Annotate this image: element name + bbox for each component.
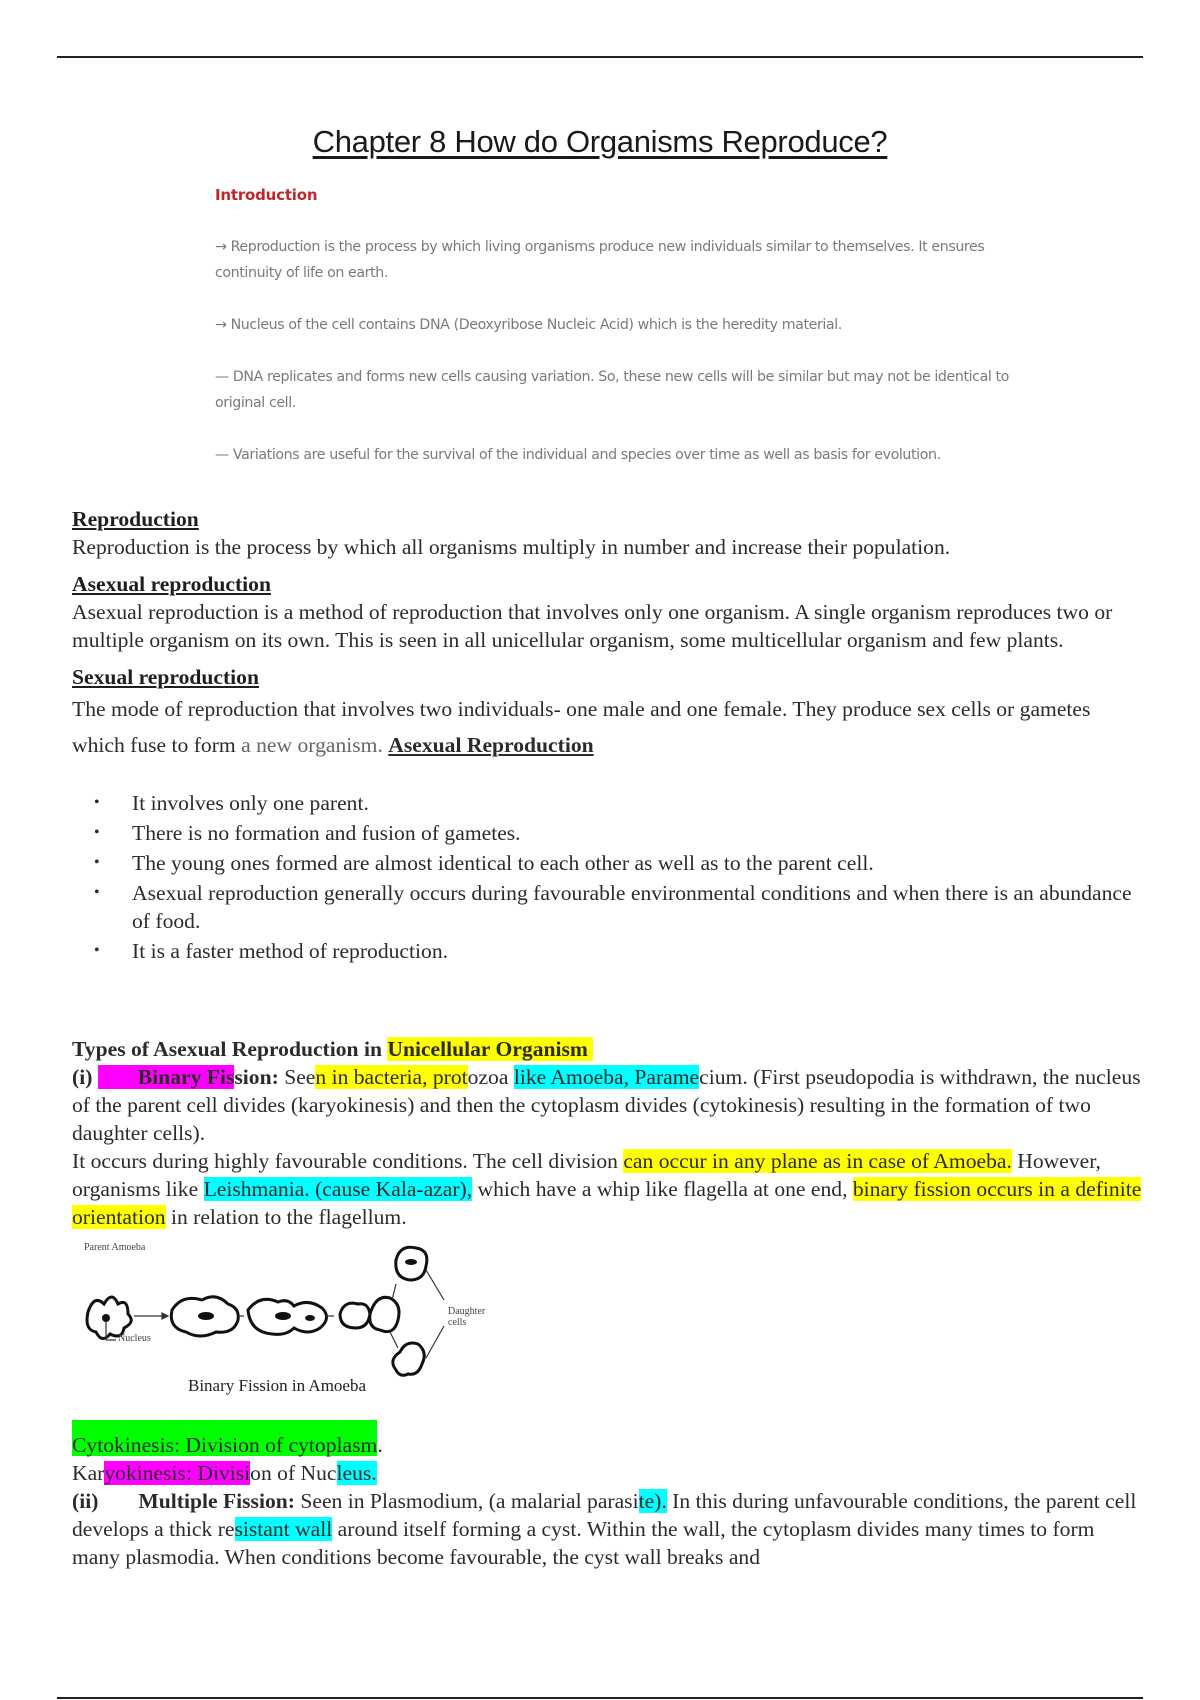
multiple-fission-label: Multiple Fission: [138, 1489, 295, 1513]
sexual-body-tail: a new organism. [235, 733, 383, 757]
binary-fission-paragraph [72, 1063, 1142, 1147]
text-span: in relation to the flagellum. [165, 1205, 407, 1229]
highlight-span: yokinesis: Divisi [104, 1461, 251, 1485]
types-heading-text: Types of Asexual Reproduction in [72, 1037, 388, 1061]
text-span: cium. (First pseudopodia is withdrawn, the nucleus of the parent cell divides (karyokinesis) and then the cytoplasm divides (cytokinesis) resulting in the formation of two daughter cells). [72, 1065, 1141, 1145]
types-heading [72, 1035, 1142, 1063]
binary-fission-number: (i) [72, 1065, 93, 1089]
multiple-fission-paragraph [72, 1487, 1142, 1571]
text-span: Seen in Plasmodium, (a malarial parasi [294, 1489, 639, 1513]
bottom-rule [57, 1697, 1143, 1699]
highlight-span: leus. [336, 1461, 377, 1485]
text-span: ozoa [467, 1065, 514, 1089]
intro-point: → Reproduction is the process by which living organisms produce new individuals similar to themselves. It ensures continuity of life on earth. [215, 239, 985, 281]
text-span: . [377, 1433, 383, 1457]
reproduction-section [72, 505, 1132, 561]
sexual-section [72, 663, 1132, 763]
highlight-span: te). [638, 1489, 667, 1513]
text-span: which have a whip like flagella at one end, [472, 1177, 853, 1201]
list-item: • Asexual reproduction generally occurs during favourable environmental conditions and when there is an abundance of food. [72, 879, 1132, 935]
list-item: • There is no formation and fusion of gametes. [72, 819, 1132, 847]
intro-point: — DNA replicates and forms new cells causing variation. So, these new cells will be similar but may not be identical to original cell. [215, 369, 1009, 411]
reproduction-heading: Reproduction [72, 507, 199, 531]
text-span: In this during unfavourable conditions, the parent cell develops a thick re [72, 1489, 1137, 1541]
intro-point: → Nucleus of the cell contains DNA (Deoxyribose Nucleic Acid) which is the heredity material. [215, 317, 842, 333]
asexual-points-list [72, 789, 1132, 965]
asexual-heading: Asexual reproduction [72, 572, 271, 596]
cytokinesis-definition [72, 1420, 1142, 1459]
reproduction-body: Reproduction is the process by which all organisms multiply in number and increase their population. [72, 535, 951, 559]
text-span: See [278, 1065, 316, 1089]
types-section [72, 1035, 1142, 1231]
fission-definitions [72, 1420, 1142, 1571]
text-span: However, organisms like [72, 1149, 1101, 1201]
daughter-cells-label: Daughter cells [448, 1306, 486, 1328]
intro-point: — Variations are useful for the survival of the individual and species over time as well as basis for evolution. [215, 447, 941, 463]
text-span: on of Nuc [250, 1461, 337, 1485]
highlight-span: like Amoeba, Parame [513, 1065, 700, 1089]
list-item: • It is a faster method of reproduction. [72, 937, 1132, 965]
binary-fission-paragraph-2 [72, 1147, 1142, 1231]
highlight-span: binary fission occurs in a definite orientation [72, 1177, 1142, 1229]
list-item: • The young ones formed are almost identical to each other as well as to the parent cell. [72, 849, 1132, 877]
highlight-span: Leishmania. (cause Kala-azar), [203, 1177, 473, 1201]
binary-fission-label: Binary Fis [137, 1065, 235, 1089]
types-heading-highlight: Unicellular Organism [387, 1037, 588, 1061]
page-title: Chapter 8 How do Organisms Reproduce? [312, 124, 888, 159]
cytokinesis-text: Cytokinesis: Division of cytoplasm [72, 1420, 377, 1456]
asexual-reproduction-inline-heading: Asexual Reproduction [388, 733, 594, 757]
top-rule [57, 56, 1143, 58]
highlight-span: sistant wall [234, 1517, 333, 1541]
list-item: • It involves only one parent. [72, 789, 1132, 817]
sexual-body [72, 691, 1132, 763]
sexual-heading: Sexual reproduction [72, 665, 259, 689]
introduction-heading: Introduction [215, 186, 318, 204]
introduction-block [215, 186, 1035, 494]
text-span: It occurs during highly favourable conditions. The cell division [72, 1149, 624, 1173]
binary-fission-figure [78, 1240, 518, 1400]
multiple-fission-number: (ii) [72, 1489, 99, 1513]
karyokinesis-definition [72, 1459, 1142, 1487]
asexual-section [72, 570, 1132, 654]
text-span: around itself forming a cyst. Within the wall, the cytoplasm divides many times to form many plasmodia. When conditions become favourable, the cyst wall breaks and [72, 1517, 1095, 1569]
asexual-body: Asexual reproduction is a method of reproduction that involves only one organism. A single organism reproduces two or multiple organism on its own. This is seen in all unicellular organism, some multicellular organism and few plants. [72, 600, 1113, 652]
nucleus-label: Nucleus [118, 1333, 151, 1344]
parent-amoeba-label: Parent Amoeba [84, 1242, 146, 1253]
figure-caption: Binary Fission in Amoeba [188, 1376, 367, 1395]
sexual-body-text: The mode of reproduction that involves two individuals- one male and one female. They produce sex cells or gametes which fuse to form [72, 697, 1091, 757]
highlight-span: n in bacteria, prot [315, 1065, 468, 1089]
text-span: Kar [72, 1461, 105, 1485]
binary-fission-label-end: sion: [234, 1065, 279, 1089]
main-content [72, 505, 1132, 967]
highlight-span: can occur in any plane as in case of Amoeba. [623, 1149, 1012, 1173]
